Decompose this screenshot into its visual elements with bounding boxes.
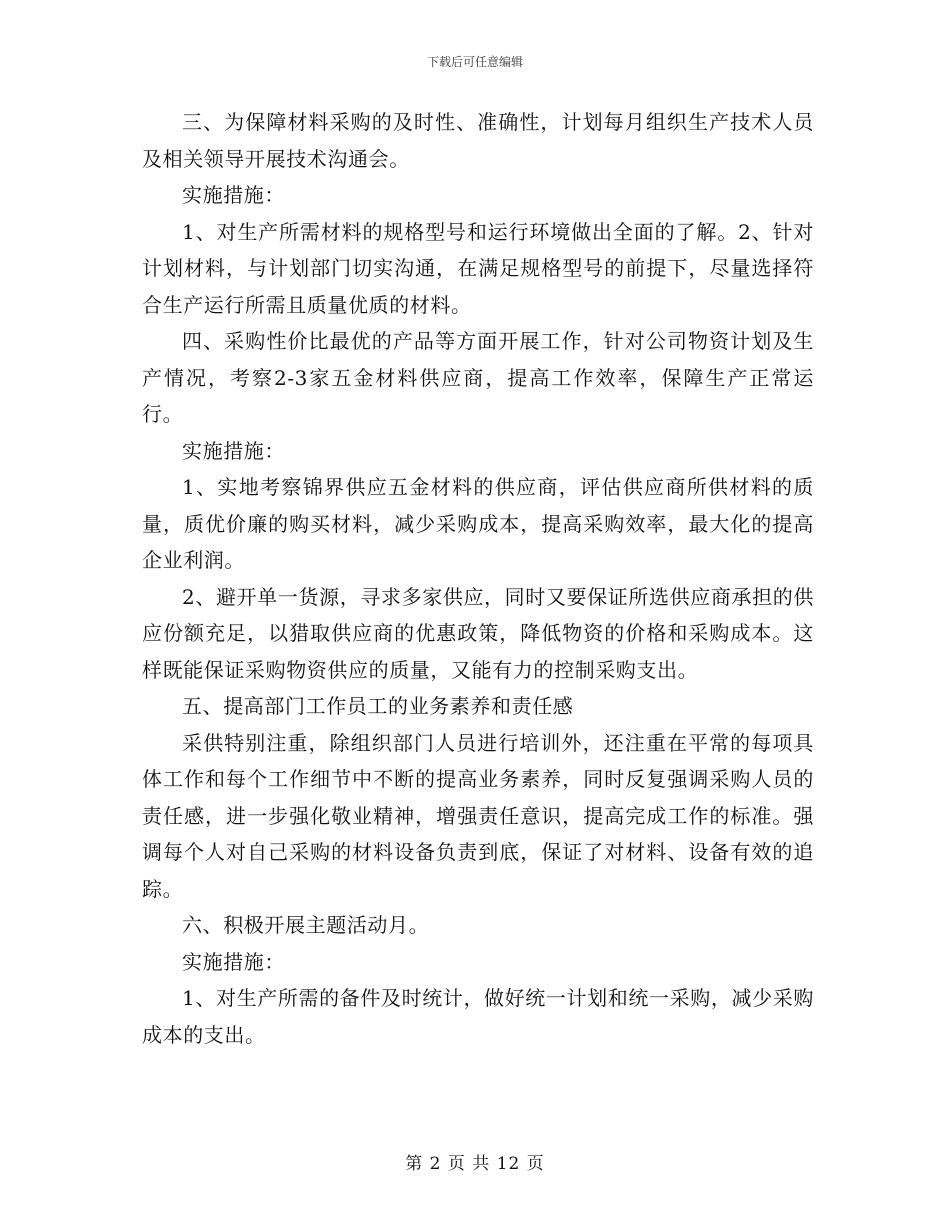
paragraph-section-six: 六、积极开展主题活动月。 xyxy=(182,913,430,937)
document-body xyxy=(142,104,814,1053)
page-number-footer: 第 2 页 共 12 页 xyxy=(405,1154,545,1174)
page-header: 下载后可任意编辑 xyxy=(426,55,523,69)
paragraph-measure-item: 1、实地考察锦界供应五金材料的供应商，评估供应商所供材料的质量，质优价廉的购买材料，减少采购成本，提高采购效率，最大化的提高企业利润。 xyxy=(142,475,814,572)
paragraph-measure-item: 2、避开单一货源，寻求多家供应，同时又要保证所选供应商承担的供应份额充足，以猎取供应商的优惠政策，降低物资的价格和采购成本。这样既能保证采购物资供应的质量，又能有力的控制采购支出。 xyxy=(142,584,814,682)
paragraph-body: 采供特别注重，除组织部门人员进行培训外，还注重在平常的每项具体工作和每个工作细节中不断的提高业务素养，同时反复强调采购人员的责任感，进一步强化敬业精神，增强责任意识，提高完成工作的标准。强调每个人对自己采购的材料设备负责到底，保证了对材料、设备有效的追踪。 xyxy=(142,730,814,901)
paragraph-measure-item: 1、对生产所需的备件及时统计，做好统一计划和统一采购，减少采购成本的支出。 xyxy=(142,986,814,1047)
paragraph-measures-heading: 实施措施： xyxy=(182,438,285,463)
paragraph-measure-item: 1、对生产所需材料的规格型号和运行环境做出全面的了解。2、针对计划材料，与计划部门切实沟通，在满足规格型号的前提下，尽量选择符合生产运行所需且质量优质的材料。 xyxy=(142,219,814,317)
paragraph-section-four: 四、采购性价比最优的产品等方面开展工作，针对公司物资计划及生产情况，考察2-3家五金材料供应商，提高工作效率，保障生产正常运行。 xyxy=(142,329,814,426)
paragraph-measures-heading: 实施措施： xyxy=(182,183,285,207)
paragraph-measures-heading: 实施措施： xyxy=(182,949,285,974)
paragraph-section-three: 三、为保障材料采购的及时性、准确性，计划每月组织生产技术人员及相关领导开展技术沟通会。 xyxy=(142,110,814,171)
paragraph-section-five: 五、提高部门工作员工的业务素养和责任感 xyxy=(182,694,574,718)
